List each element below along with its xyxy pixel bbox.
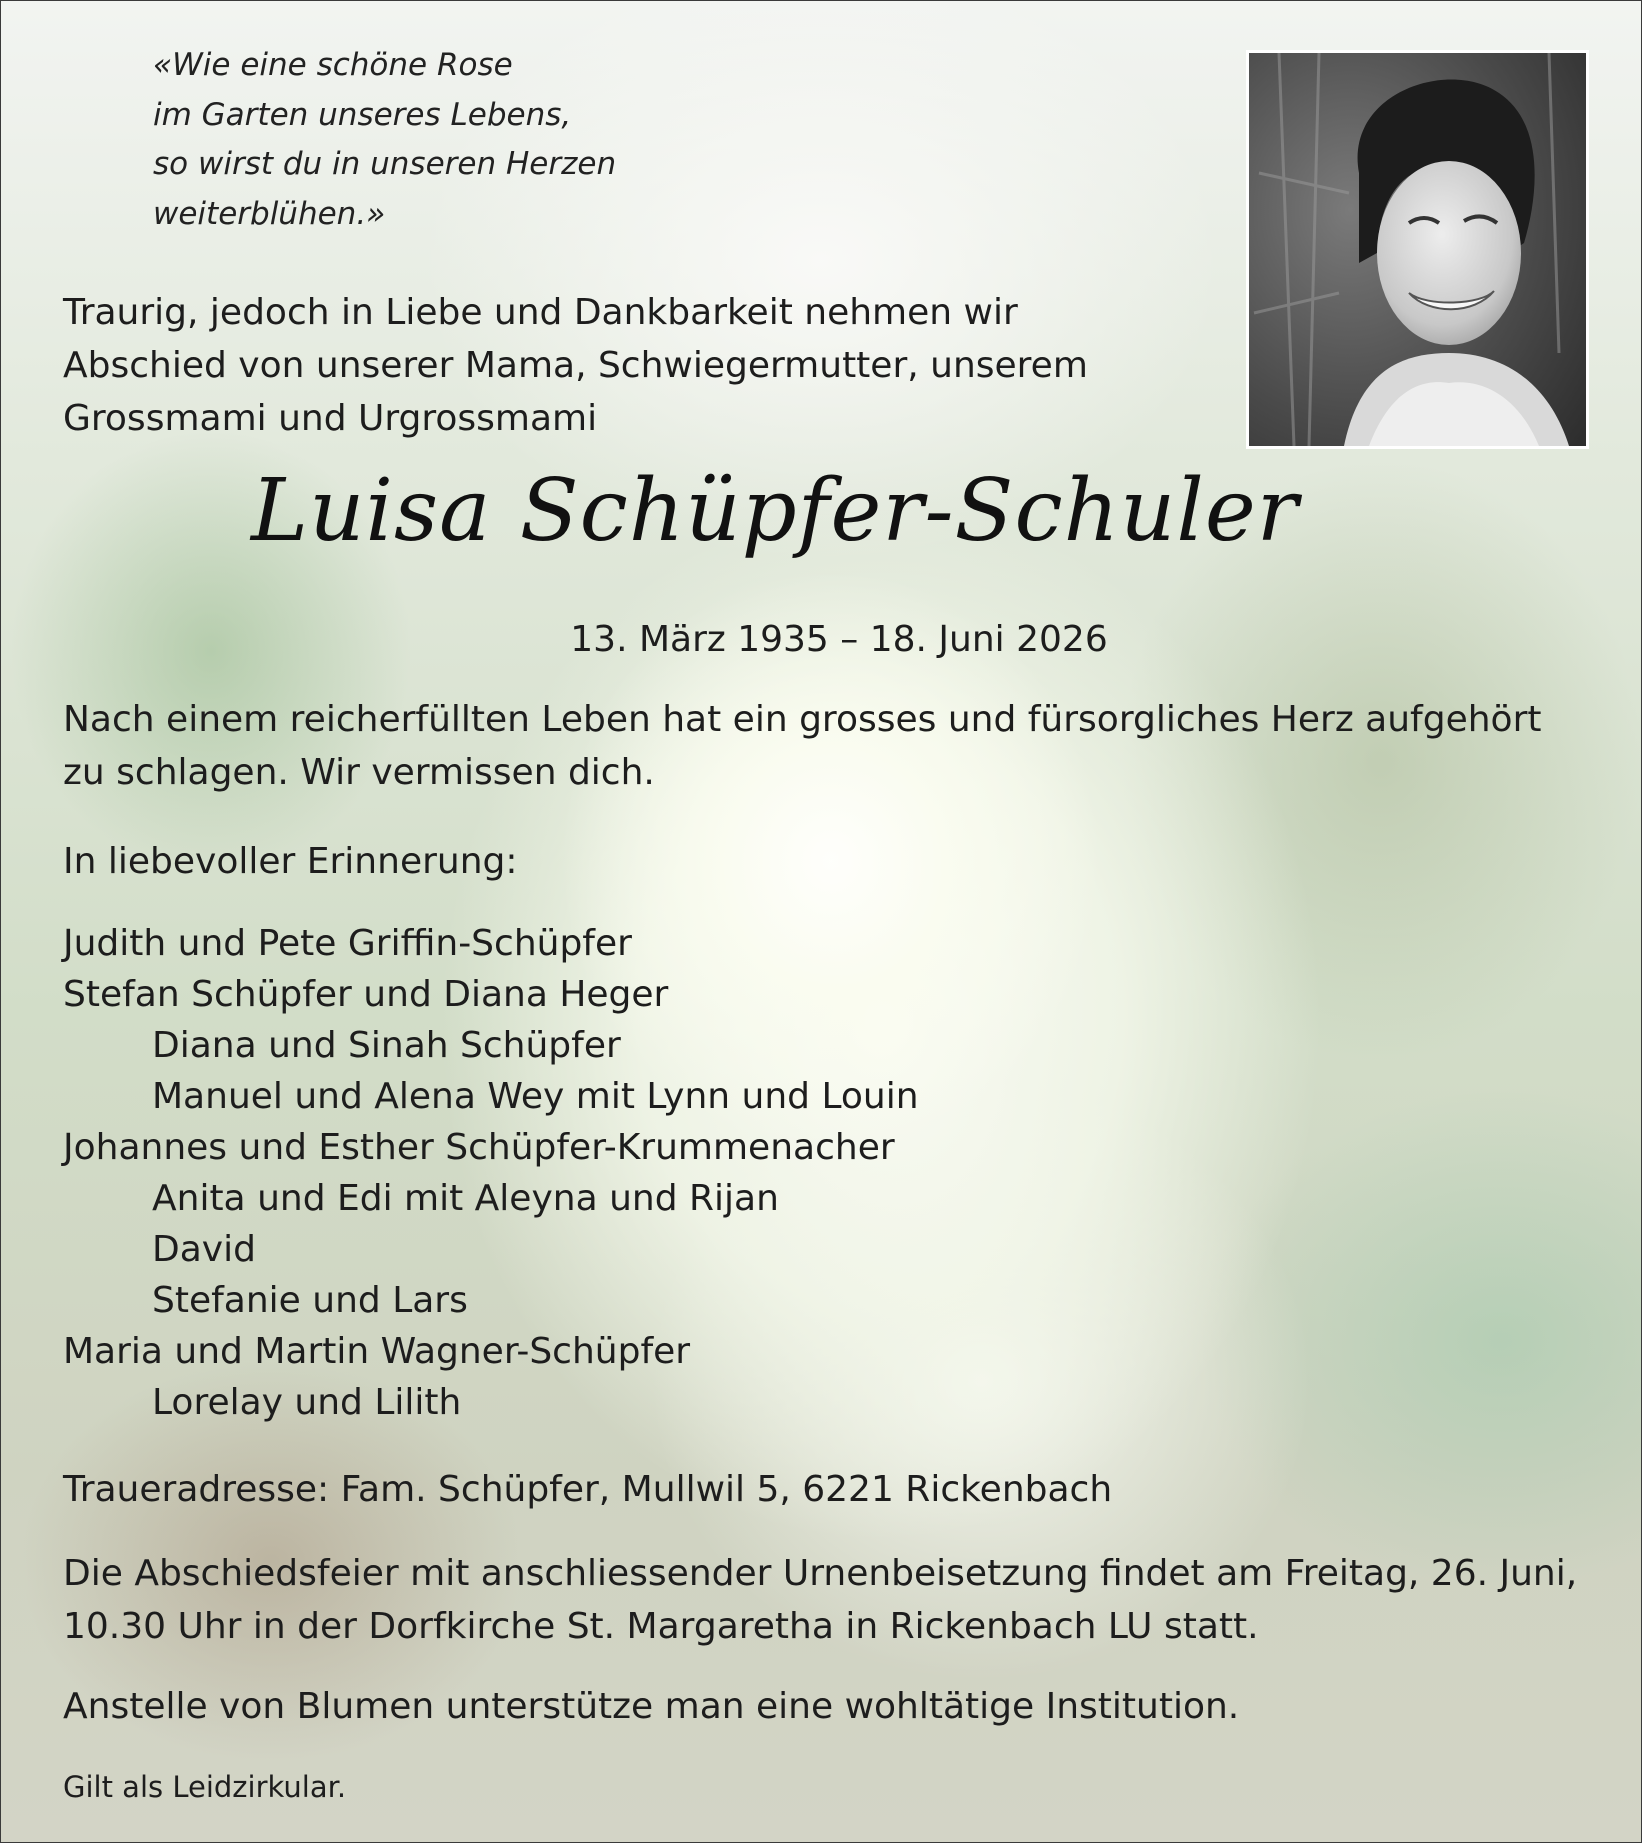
deceased-name: Luisa Schüpfer-Schuler <box>251 461 1299 561</box>
intro-text <box>63 286 1088 445</box>
mourner-line: Manuel und Alena Wey mit Lynn und Louin <box>152 1076 919 1117</box>
intro-line: Abschied von unserer Mama, Schwiegermutter, unserem <box>63 345 1088 386</box>
ceremony-line: Die Abschiedsfeier mit anschliessender Urnenbeisetzung findet am Freitag, 26. Juni, <box>63 1553 1578 1594</box>
mourner-line: Lorelay und Lilith <box>152 1382 462 1423</box>
quote-line: weiterblühen.» <box>153 195 386 232</box>
ceremony-info <box>63 1547 1577 1653</box>
circular-note: Gilt als Leidzirkular. <box>63 1770 347 1804</box>
mourners-list <box>63 918 919 1428</box>
mourner-line: Judith und Pete Griffin-Schüpfer <box>63 923 632 964</box>
farewell-message <box>63 693 1541 799</box>
message-line: Nach einem reicherfüllten Leben hat ein grosses und fürsorgliches Herz aufgehört <box>63 699 1542 740</box>
life-dates: 13. März 1935 – 18. Juni 2026 <box>570 619 1108 660</box>
donation-note: Anstelle von Blumen unterstütze man eine wohltätige Institution. <box>63 1686 1240 1727</box>
mourner-line: Johannes und Esther Schüpfer-Krummenacher <box>63 1127 895 1168</box>
mourner-line: Stefanie und Lars <box>152 1280 468 1321</box>
memorial-quote <box>153 41 616 239</box>
message-line: zu schlagen. Wir vermissen dich. <box>63 752 655 793</box>
quote-line: «Wie eine schöne Rose <box>153 47 513 83</box>
mourner-line: Stefan Schüpfer und Diana Heger <box>63 974 669 1015</box>
intro-line: Grossmami und Urgrossmami <box>63 398 598 439</box>
mourner-line: Anita und Edi mit Aleyna und Rijan <box>152 1178 779 1219</box>
quote-line: im Garten unseres Lebens, <box>153 96 572 133</box>
intro-line: Traurig, jedoch in Liebe und Dankbarkeit nehmen wir <box>63 292 1018 333</box>
mourning-address: Traueradresse: Fam. Schüpfer, Mullwil 5, 6221 Rickenbach <box>63 1469 1113 1510</box>
mourner-line: Maria und Martin Wagner-Schüpfer <box>63 1331 691 1372</box>
remembrance-heading: In liebevoller Erinnerung: <box>63 841 518 882</box>
mourner-line: Diana und Sinah Schüpfer <box>152 1025 621 1066</box>
quote-line: so wirst du in unseren Herzen <box>153 146 617 182</box>
portrait-image <box>1249 53 1586 446</box>
portrait-photo <box>1246 50 1589 449</box>
ceremony-line: 10.30 Uhr in der Dorfkirche St. Margaretha in Rickenbach LU statt. <box>63 1606 1259 1647</box>
mourner-line: David <box>152 1229 256 1270</box>
